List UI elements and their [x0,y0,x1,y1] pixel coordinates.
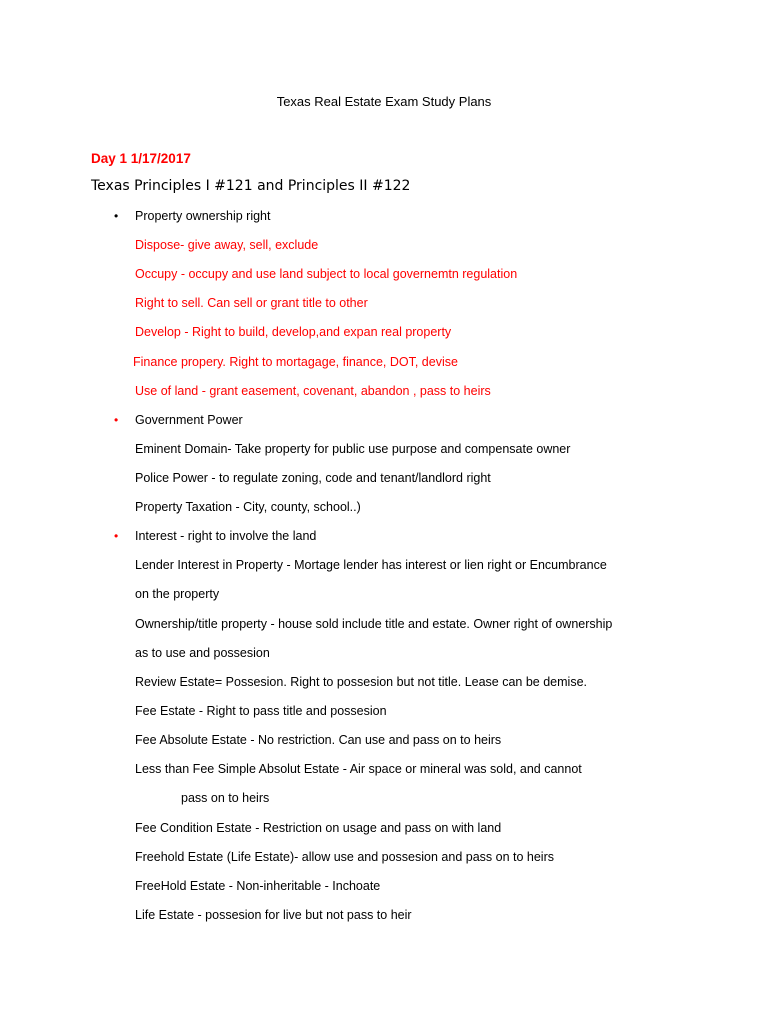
list-item: Dispose- give away, sell, exclude [135,238,319,252]
list-item: Fee Condition Estate - Restriction on usage and pass on with land [135,821,502,835]
bullet-icon: • [114,529,119,543]
list-item: Less than Fee Simple Absolut Estate - Air space or mineral was sold, and cannot [135,762,582,776]
list-item: Fee Absolute Estate - No restriction. Can use and pass on to heirs [135,733,502,747]
list-item: Use of land - grant easement, covenant, abandon , pass to heirs [135,384,491,398]
list-item: Right to sell. Can sell or grant title to other [135,296,368,310]
section-heading: Texas Principles I #121 and Principles II #122 [91,178,411,194]
document-title: Texas Real Estate Exam Study Plans [276,94,492,109]
section-label-government-power: Government Power [135,413,243,427]
bullet-icon: • [114,209,119,223]
section-label-property-ownership: Property ownership right [135,209,271,223]
list-item: Occupy - occupy and use land subject to local governemtn regulation [135,267,518,281]
list-item: Life Estate - possesion for live but not pass to heir [135,908,412,922]
list-item: Lender Interest in Property - Mortage lender has interest or lien right or Encumbrance [135,558,607,572]
day-label: Day 1 1/17/2017 [91,151,191,166]
list-item: Finance propery. Right to mortagage, finance, DOT, devise [133,355,458,369]
list-item: FreeHold Estate - Non-inheritable - Inchoate [135,879,381,893]
list-item: Develop - Right to build, develop,and expan real property [135,325,452,339]
bullet-icon: • [114,413,119,427]
section-label-interest: Interest - right to involve the land [135,529,317,543]
list-item: on the property [135,587,220,601]
list-item: Freehold Estate (Life Estate)- allow use and possesion and pass on to heirs [135,850,554,864]
list-item: Eminent Domain- Take property for public use purpose and compensate owner [135,442,571,456]
list-item: Review Estate= Possesion. Right to possesion but not title. Lease can be demise. [135,675,587,689]
list-item: pass on to heirs [181,791,270,805]
list-item: Fee Estate - Right to pass title and possesion [135,704,387,718]
list-item: Police Power - to regulate zoning, code and tenant/landlord right [135,471,491,485]
list-item: Ownership/title property - house sold include title and estate. Owner right of ownership [135,617,613,631]
list-item: Property Taxation - City, county, school..) [135,500,361,514]
list-item: as to use and possesion [135,646,270,660]
